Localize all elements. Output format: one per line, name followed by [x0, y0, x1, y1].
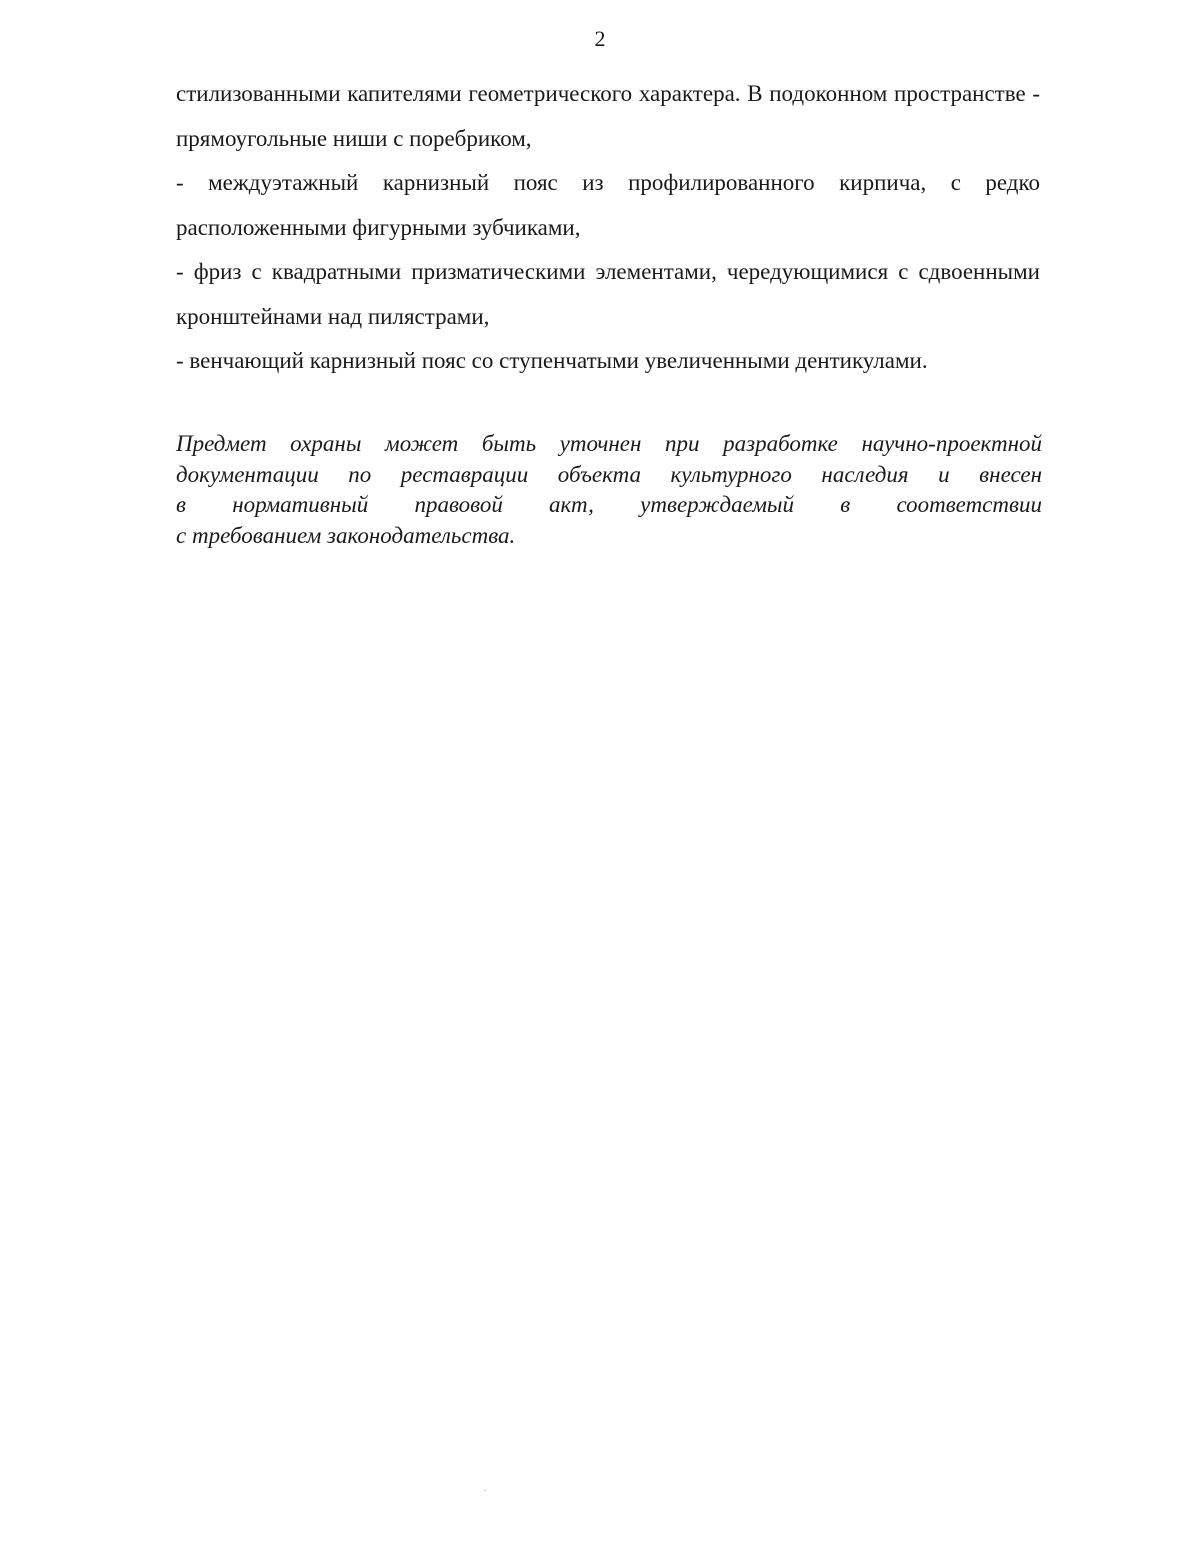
note-line-1: Предмет охраны может быть уточнен при разработке научно-проектной — [176, 431, 1042, 456]
document-body — [176, 72, 1040, 384]
paragraph-cornice-belt: - междуэтажный карнизный пояс из профилированного кирпича, с редко расположенными фигурными зубчиками, — [176, 170, 1040, 240]
note-line-3: в нормативный правовой акт, утверждаемый в соответствии — [176, 492, 1042, 517]
note-line-2: документации по реставрации объекта культурного наследия и внесен — [176, 461, 1042, 487]
paragraph-crowning-cornice: - венчающий карнизный пояс со ступенчатыми увеличенными дентикулами. — [176, 348, 928, 373]
note-line-4: с требованием законодательства. — [176, 522, 516, 548]
paragraph-capitals: стилизованными капителями геометрического характера. В подоконном пространстве - прямоугольные ниши с поребриком, — [176, 81, 1040, 151]
page-number: 2 — [594, 26, 606, 51]
scan-artifact — [484, 1490, 486, 1491]
paragraph-frieze: - фриз с квадратными призматическими элементами, чередующимися с сдвоенными кронштейнами над пилястрами, — [176, 259, 1040, 329]
protection-note — [176, 429, 1042, 551]
